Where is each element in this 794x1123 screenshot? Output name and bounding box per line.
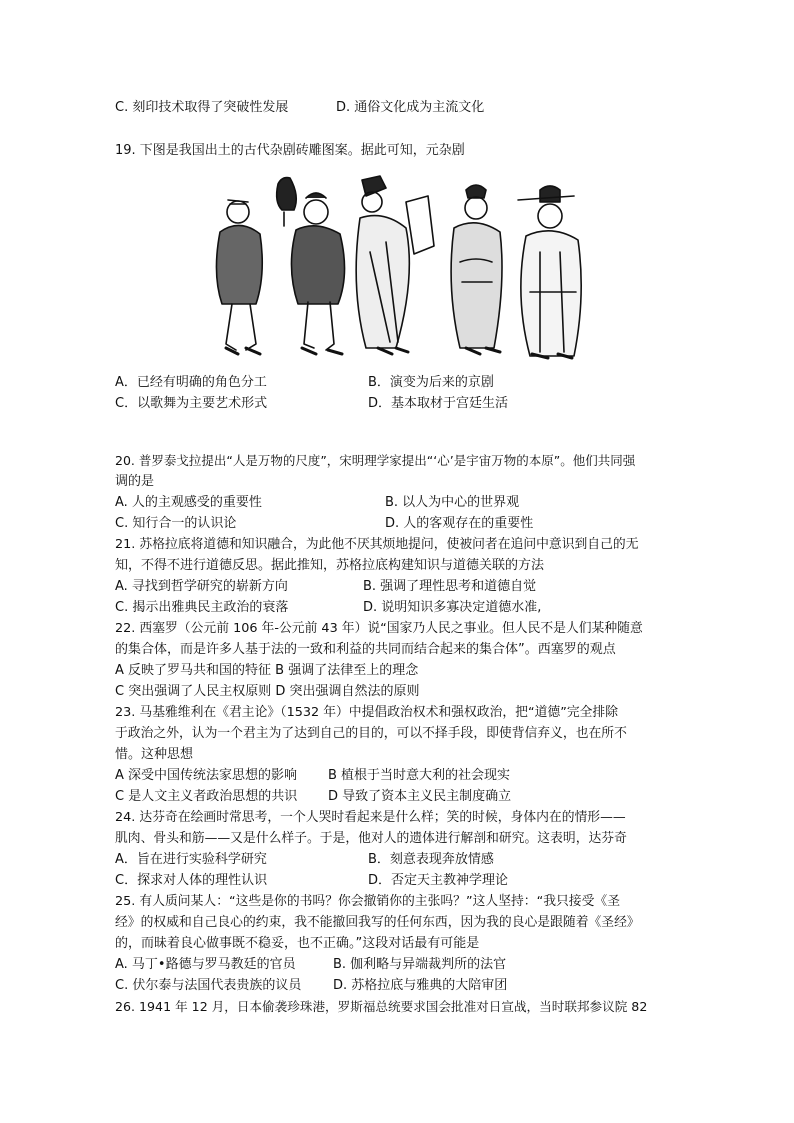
- q20-option-c: C. 知行合一的认识论: [115, 516, 237, 531]
- q23-option-b: B 植根于当时意大利的社会现实: [328, 768, 511, 783]
- q20-option-d: D. 人的客观存在的重要性: [385, 516, 534, 531]
- q23-option-d: D 导致了资本主义民主制度确立: [328, 789, 512, 804]
- q21-stem-line1: 21. 苏格拉底将道德和知识融合，为此他不厌其烦地提问，使被问者在追问中意识到自己的无: [115, 537, 639, 552]
- q20-option-b: B. 以人为中心的世界观: [385, 495, 520, 510]
- q19-option-c: C．以歌舞为主要艺术形式: [115, 396, 268, 411]
- q19-option-b: B．演变为后来的京剧: [368, 375, 494, 390]
- q21-option-b: B. 强调了理性思考和道德自觉: [363, 579, 537, 594]
- q20-stem-line2: 调的是: [115, 474, 155, 489]
- q23-option-a: A 深受中国传统法家思想的影响: [115, 768, 298, 783]
- zaju-brick-carving-image: [210, 172, 582, 364]
- q25-option-d: D. 苏格拉底与雅典的大陪审团: [333, 978, 508, 993]
- q19-stem: 19. 下图是我国出土的古代杂剧砖雕图案。据此可知，元杂剧: [115, 143, 465, 158]
- q21-stem-line2: 知，不得不进行道德反思。据此推知，苏格拉底构建知识与道德关联的方法: [115, 558, 545, 573]
- q21-option-a: A. 寻找到哲学研究的崭新方向: [115, 579, 288, 594]
- q23-stem-line1: 23. 马基雅维利在《君主论》（1532 年）中提倡政治权术和强权政治，把“道德”完全排除: [115, 705, 619, 720]
- q22-options-cd: C 突出强调了人民主权原则 D 突出强调自然法的原则: [115, 684, 420, 699]
- figure-3: [356, 176, 434, 354]
- figure-2: [277, 178, 345, 354]
- q23-stem-line2: 于政治之外，认为一个君主为了达到自己的目的，可以不择手段，即使背信弃义，也在所不: [115, 726, 627, 741]
- q24-option-a: A．旨在进行实验科学研究: [115, 852, 267, 867]
- q24-option-d: D．否定天主教神学理论: [368, 873, 509, 888]
- q21-option-c: C. 揭示出雅典民主政治的衰落: [115, 600, 289, 615]
- q25-option-b: B. 伽利略与异端裁判所的法官: [333, 957, 507, 972]
- q20-option-a: A. 人的主观感受的重要性: [115, 495, 262, 510]
- q22-options-ab: A 反映了罗马共和国的特征 B 强调了法律至上的理念: [115, 663, 419, 678]
- q19-option-a: A．已经有明确的角色分工: [115, 375, 267, 390]
- q20-stem-line1: 20. 普罗泰戈拉提出“人是万物的尺度”，宋明理学家提出“‘心’是宇宙万物的本原”。他们共同强: [115, 453, 636, 468]
- q25-option-a: A. 马丁•路德与罗马教廷的官员: [115, 957, 296, 972]
- q18-option-c: C. 刻印技术取得了突破性发展: [115, 100, 289, 115]
- q25-option-c: C. 伏尔泰与法国代表贵族的议员: [115, 978, 302, 993]
- q25-stem-line1: 25. 有人质问某人：“这些是你的书吗？你会撤销你的主张吗？”这人坚持：“我只接受《圣: [115, 894, 620, 909]
- q24-option-c: C．探求对人体的理性认识: [115, 873, 268, 888]
- q22-stem-line1: 22. 西塞罗（公元前 106 年-公元前 43 年）说“国家乃人民之事业。但人民不是人们某种随意: [115, 621, 643, 636]
- q23-option-c: C 是人文主义者政治思想的共识: [115, 789, 298, 804]
- q22-stem-line2: 的集合体，而是许多人基于法的一致和利益的共同而结合起来的集合体”。西塞罗的观点: [115, 642, 616, 657]
- q24-stem-line2: 肌肉、骨头和筋——又是什么样子。于是，他对人的遗体进行解剖和研究。这表明，达芬奇: [115, 831, 627, 846]
- q24-option-b: B．刻意表现奔放情感: [368, 852, 494, 867]
- q18-option-d: D. 通俗文化成为主流文化: [336, 100, 485, 115]
- figure-4: [451, 185, 502, 354]
- q25-stem-line2: 经》的权威和自己良心的约束，我不能撤回我写的任何东西，因为我的良心是跟随着《圣经》: [115, 915, 640, 930]
- q23-stem-line3: 惜。这种思想: [115, 747, 194, 762]
- figure-5: [518, 186, 581, 358]
- q25-stem-line3: 的，而昧着良心做事既不稳妥，也不正确。”这段对话最有可能是: [115, 936, 480, 951]
- q21-option-d: D. 说明知识多寡决定道德水准,: [363, 600, 542, 615]
- figure-1: [216, 200, 262, 354]
- q26-stem-line1: 26. 1941 年 12 月，日本偷袭珍珠港，罗斯福总统要求国会批准对日宣战，当时联邦参议院 82: [115, 999, 648, 1014]
- q24-stem-line1: 24. 达芬奇在绘画时常思考，一个人哭时看起来是什么样；笑的时候，身体内在的情形——: [115, 810, 626, 825]
- q19-option-d: D．基本取材于宫廷生活: [368, 396, 509, 411]
